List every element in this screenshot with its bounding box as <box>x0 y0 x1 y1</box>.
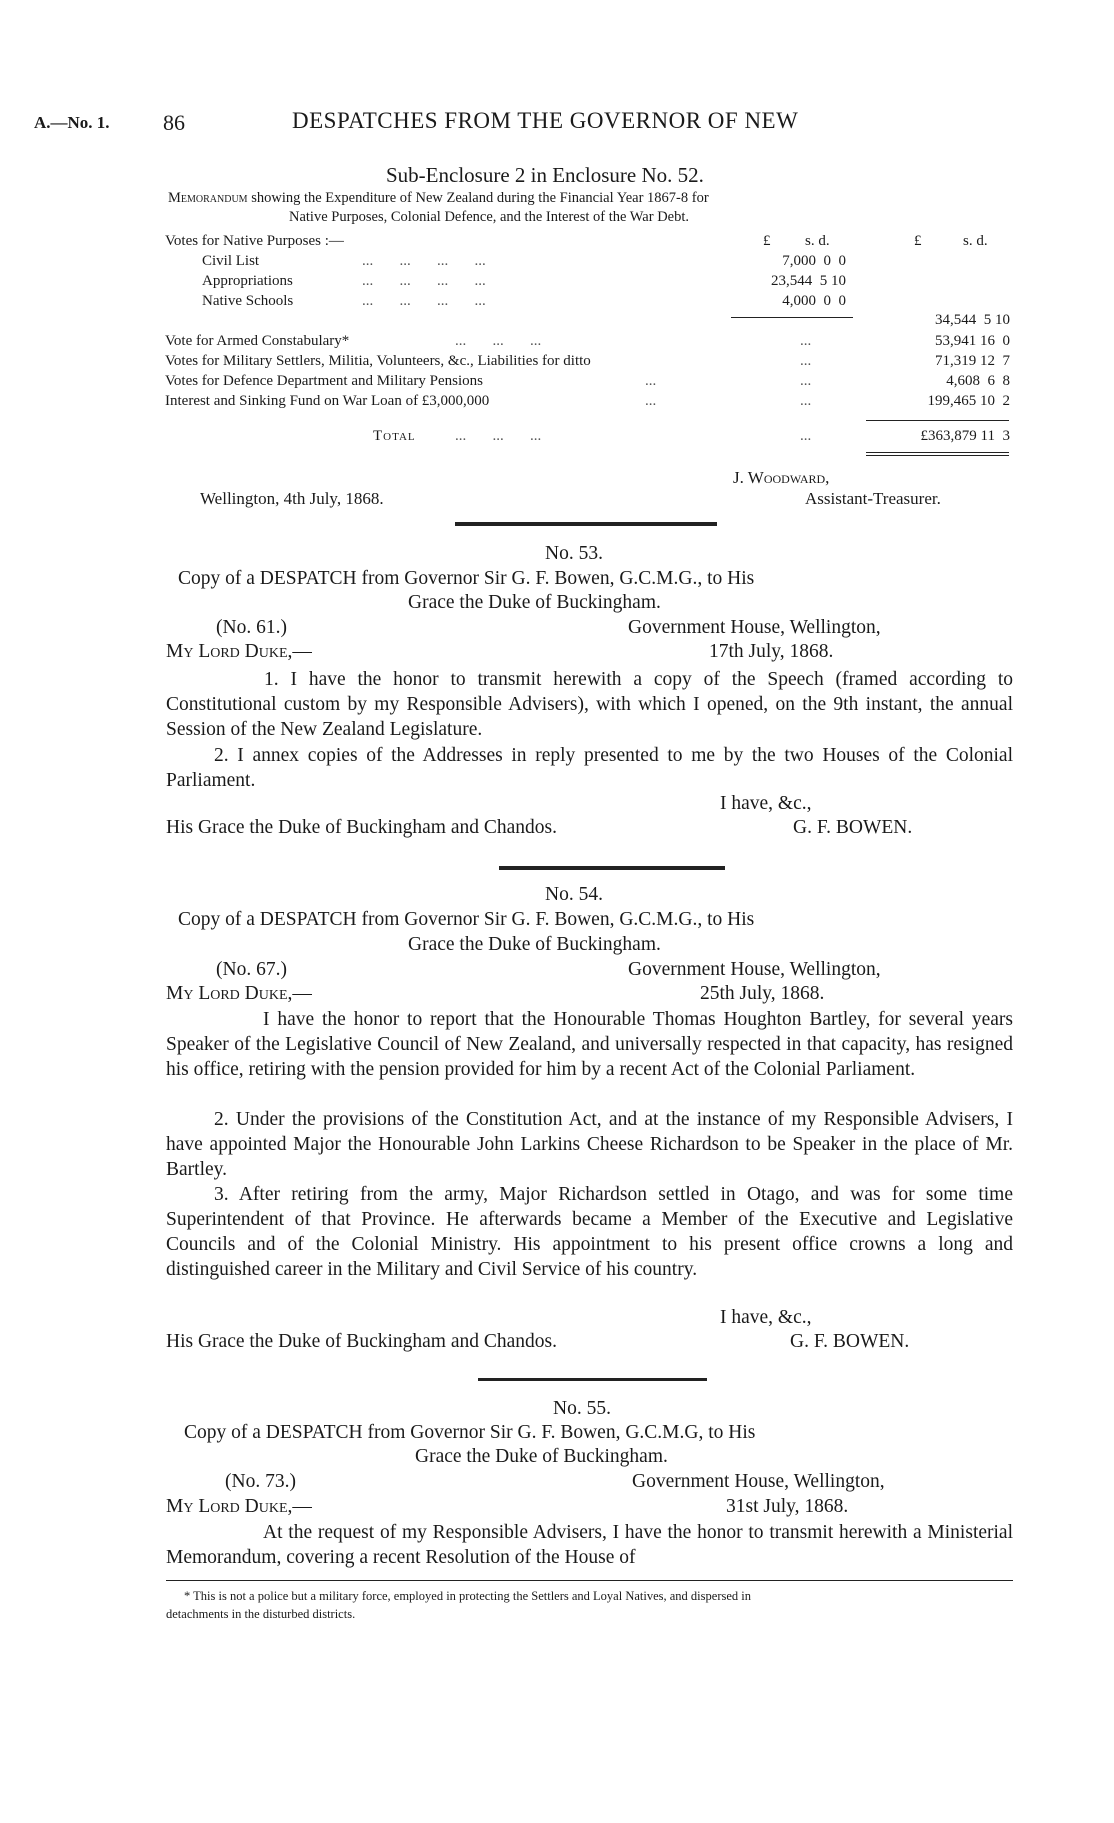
despatch-paragraph: I have the honor to report that the Honourable Thomas Houghton Bartley, for several years Speaker of the Legislative Council of New Zealand, and universally respected in that capacity, has resigned his office, retiring with the pension provided for him by a recent Act of the Colonial Parliament. <box>166 1009 1013 1080</box>
despatch-place: Government House, Wellington, <box>632 1471 885 1492</box>
vote-label: Votes for Defence Department and Military Pensions <box>165 373 483 389</box>
memo-caption-word: Memorandum <box>168 190 248 206</box>
col-header-sd-2: s. d. <box>963 233 988 249</box>
despatch-number: No. 54. <box>545 884 603 905</box>
memo-signer-title: Assistant-Treasurer. <box>805 489 941 508</box>
native-total-amount: 34,544 5 10 <box>935 312 1010 328</box>
native-item-dots: ... ... ... ... <box>362 253 486 269</box>
native-item-amount: 7,000 0 0 <box>782 253 846 269</box>
despatch-signature: G. F. BOWEN. <box>793 817 913 838</box>
native-item-label: Appropriations <box>202 273 293 289</box>
vote-dots: ... <box>645 393 657 409</box>
vote-row-dots: ... <box>800 333 812 349</box>
vote-amount: 199,465 10 2 <box>927 393 1010 409</box>
section-divider <box>478 1378 707 1381</box>
vote-label: Interest and Sinking Fund on War Loan of £3,000,000 <box>165 393 490 409</box>
despatch-paragraph: 1. I have the honor to transmit herewith a copy of the Speech (framed according to Constitutional custom by my Responsible Advisers), with which I opened, on the 9th instant, the annual Session of the New Zealand Legislature. <box>166 669 1013 740</box>
native-item-label: Civil List <box>202 253 260 269</box>
grand-total-amount: £363,879 11 3 <box>920 428 1010 444</box>
memo-caption-line2: Native Purposes, Colonial Defence, and the Interest of the War Debt. <box>289 209 690 225</box>
footnote-rule <box>166 1580 1013 1581</box>
despatch-heading-line1: Copy of a DESPATCH from Governor Sir G. F. Bowen, G.C.M.G., to His <box>178 568 755 589</box>
total-double-rule <box>866 455 1009 456</box>
despatch-number: No. 55. <box>553 1398 611 1419</box>
despatch-closing: I have, &c., <box>720 793 812 814</box>
vote-row-dots: ... <box>800 393 812 409</box>
col-header-pound-2: £ <box>914 233 922 249</box>
native-purposes-label: Votes for Native Purposes :— <box>165 233 344 249</box>
vote-dots: ... <box>645 373 657 389</box>
despatch-heading-line1: Copy of a DESPATCH from Governor Sir G. F. Bowen, G.C.M.G., to His <box>178 909 755 930</box>
vote-row-dots: ... <box>800 373 812 389</box>
despatch-paragraph: 2. I annex copies of the Addresses in reply presented to me by the two Houses of the Colonial Parliament. <box>166 745 1013 791</box>
memo-caption-text: showing the Expenditure of New Zealand during the Financial Year 1867-8 for <box>251 190 709 206</box>
vote-amount: 4,608 6 8 <box>946 373 1010 389</box>
vote-label: Votes for Military Settlers, Militia, Volunteers, &c., Liabilities for ditto <box>165 353 591 369</box>
total-label: Total <box>373 428 416 444</box>
col-header-sd-1: s. d. <box>805 233 830 249</box>
despatch-heading-line2: Grace the Duke of Buckingham. <box>408 934 661 955</box>
despatch-heading-line1: Copy of a DESPATCH from Governor Sir G. F. Bowen, G.C.M.G, to His <box>184 1422 756 1443</box>
vote-label: Vote for Armed Constabulary* <box>165 333 350 349</box>
despatch-heading-line2: Grace the Duke of Buckingham. <box>408 592 661 613</box>
col-header-pound-1: £ <box>763 233 771 249</box>
despatch-signature: G. F. BOWEN. <box>790 1331 910 1352</box>
native-item-label: Native Schools <box>202 293 294 309</box>
memo-caption-line1 <box>168 190 709 207</box>
despatch-paragraph: 2. Under the provisions of the Constitution Act, and at the instance of my Responsible Advisers, I have appointed Major the Honourable John Larkins Cheese Richardson to be Speaker in the place of Mr. Bartley. <box>166 1109 1013 1180</box>
footnote-line1: * This is not a police but a military force, employed in protecting the Settlers and Loyal Natives, and dispersed in <box>184 1589 751 1603</box>
despatch-salutation: My Lord Duke,— <box>166 641 312 662</box>
despatch-salutation: My Lord Duke,— <box>166 1496 312 1517</box>
despatch-addressee: His Grace the Duke of Buckingham and Chandos. <box>166 817 557 838</box>
despatch-paragraph: 3. After retiring from the army, Major Richardson settled in Otago, and was for some time Superintendent of that Province. He afterwards became a Member of the Executive and Legislative Councils and of the Colonial Ministry. His appointment to his present office crowns a long and distinguished career in the Military and Civil Service of his country. <box>166 1184 1013 1280</box>
running-title: DESPATCHES FROM THE GOVERNOR OF NEW <box>292 108 799 133</box>
memo-title: Sub-Enclosure 2 in Enclosure No. 52. <box>386 163 704 187</box>
despatch-date: 25th July, 1868. <box>700 983 825 1004</box>
section-divider <box>499 866 725 870</box>
despatch-date: 31st July, 1868. <box>726 1496 849 1517</box>
total-dots: ... ... ... <box>455 428 542 444</box>
native-item-dots: ... ... ... ... <box>362 273 486 289</box>
series-label: A.—No. 1. <box>34 113 110 132</box>
despatch-ref: (No. 67.) <box>216 959 287 980</box>
despatch-addressee: His Grace the Duke of Buckingham and Chandos. <box>166 1331 557 1352</box>
subtotal-rule <box>731 317 853 318</box>
despatch-closing: I have, &c., <box>720 1307 812 1328</box>
despatch-number: No. 53. <box>545 543 603 564</box>
despatch-date: 17th July, 1868. <box>709 641 834 662</box>
footnote-line2: detachments in the disturbed districts. <box>166 1607 356 1621</box>
despatch-ref: (No. 61.) <box>216 617 287 638</box>
memo-place-date: Wellington, 4th July, 1868. <box>200 489 384 508</box>
total-top-rule <box>866 420 1009 421</box>
section-divider <box>455 522 717 526</box>
native-item-amount: 23,544 5 10 <box>771 273 846 289</box>
page-number: 86 <box>163 110 185 135</box>
native-item-amount: 4,000 0 0 <box>782 293 846 309</box>
despatch-place: Government House, Wellington, <box>628 617 881 638</box>
vote-dots: ... ... ... <box>455 333 542 349</box>
vote-amount: 53,941 16 0 <box>935 333 1010 349</box>
native-item-dots: ... ... ... ... <box>362 293 486 309</box>
despatch-ref: (No. 73.) <box>225 1471 296 1492</box>
despatch-salutation: My Lord Duke,— <box>166 983 312 1004</box>
vote-amount: 71,319 12 7 <box>935 353 1010 369</box>
memo-signer: J. Woodward, <box>733 468 830 487</box>
despatch-paragraph: At the request of my Responsible Advisers, I have the honor to transmit herewith a Ministerial Memorandum, covering a recent Resolution of the House of <box>166 1522 1013 1568</box>
vote-row-dots: ... <box>800 353 812 369</box>
total-double-rule <box>866 452 1009 453</box>
total-row-dots: ... <box>800 428 812 444</box>
despatch-place: Government House, Wellington, <box>628 959 881 980</box>
despatch-heading-line2: Grace the Duke of Buckingham. <box>415 1446 668 1467</box>
